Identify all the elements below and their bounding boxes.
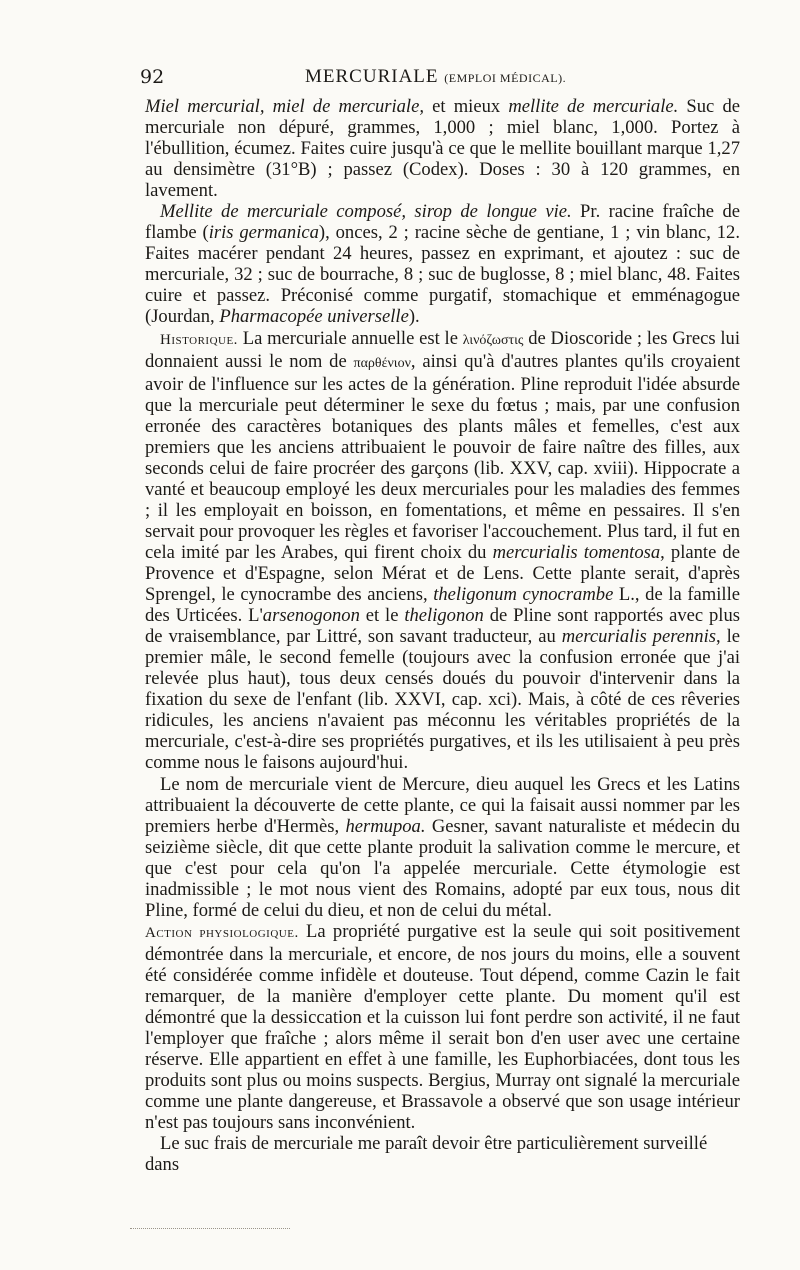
page-header bbox=[140, 62, 730, 92]
running-head-main: MERCURIALE bbox=[305, 66, 439, 87]
term-latin: mercurialis tomentosa bbox=[492, 541, 661, 563]
running-head-sub: (EMPLOI MÉDICAL). bbox=[444, 71, 567, 85]
term-latin: mercurialis perennis bbox=[561, 626, 717, 648]
paragraph-suc-frais bbox=[145, 1133, 740, 1175]
text-span: ). bbox=[408, 306, 420, 328]
text-span: Gesner, savant naturaliste et médecin du seizième siècle, dit que cette plante produit la salivation comme le mercure, et que c'est pour cela qu'on l'a appelée mercuriale. Cette étymologie est inadmissible ; le mot nous vient des Romains, adopté par eux tous, nous dit Pline, formé de celui du dieu, et non de celui du métal. bbox=[145, 815, 740, 921]
page-number: 92 bbox=[140, 66, 165, 88]
body-text bbox=[145, 96, 740, 1175]
text-span: de Pline sont rapportés avec plus de vraisemblance, par Littré, son savant traducteur, au bbox=[145, 605, 740, 648]
term-latin: theligonum cynocrambe bbox=[433, 584, 614, 606]
text-span: de Dioscoride ; les Grecs lui donnaient aussi le nom de bbox=[145, 327, 740, 372]
term-mellite: mellite de mercuriale. bbox=[508, 96, 679, 117]
text-span: Suc de mercuriale non dépuré, grammes, 1,000 ; miel blanc, 1,000. Portez à l'ébullition, écumez. Faites cuire jusqu'à ce que le mellite bouillant marque 1,27 au densimètre (31°B) ; passez (Codex). Doses : 30 à 120 grammes, en lavement. bbox=[145, 96, 740, 202]
section-heading-historique: Historique. bbox=[160, 331, 238, 348]
text-span: L., de la famille des Urticées. L' bbox=[145, 584, 740, 627]
text-span: Le nom de mercuriale vient de Mercure, dieu auquel les Grecs et les Latins attribuaient la découverte de cette plante, ce qui la faisait aussi nommer par les premiers herbe d'Hermès, bbox=[145, 773, 740, 837]
footer-rule bbox=[130, 1228, 290, 1229]
text-span: ), onces, 2 ; racine sèche de gentiane, 1 ; vin blanc, 12. Faites macérer pendant 24 heures, passez en exprimant, et ajoutez : suc de mercuriale, 32 ; suc de bourrache, 8 ; suc de buglosse, 8 ; miel blanc, 48. Faites cuire et passez. Préconisé comme purgatif, stomachique et emménagogue (Jourdan, bbox=[145, 222, 740, 328]
text-span: Pr. racine fraîche de flambe ( bbox=[145, 201, 740, 244]
term-iris: iris germanica bbox=[208, 222, 319, 244]
text-span: , plante de Provence et d'Espagne, selon Mérat et de Lens. Cette plante serait, d'après Sprengel, le cynocrambe des anciens, bbox=[145, 541, 740, 606]
greek-term: παρθένιον bbox=[353, 355, 411, 371]
text-span: et le bbox=[359, 605, 405, 627]
paragraph-mellite bbox=[145, 96, 740, 201]
paragraph-historique bbox=[145, 328, 740, 774]
text-span: , ainsi qu'à d'autres plantes qu'ils croyaient avoir de l'influence sur les actes de la génération. Pline reproduit l'idée absurde que la mercuriale peut déterminer le sexe du fœtus ; mais, par une confusion erronée des caractères botaniques des plants mâles et femelles, c'est aux premiers que les anciens attribuaient le pouvoir de faire naître des filles, aux seconds celui de faire procréer des garçons (lib. XXV, cap. xviii). Hippocrate a vanté et beaucoup employé les deux mercuriales pour les maladies des femmes ; il les employait en boisson, en fomentations, et même en pessaires. Il s'en servait pour provoquer les règles et favoriser l'accouchement. Plus tard, il fut en cela imité par les Arabes, qui firent choix du bbox=[145, 350, 741, 563]
paragraph-etymologie bbox=[145, 774, 740, 921]
paragraph-mellite-compose bbox=[145, 201, 740, 327]
text-span: et mieux bbox=[424, 96, 509, 117]
term-mellite-compose: Mellite de mercuriale composé, sirop de longue vie. bbox=[160, 201, 572, 223]
text-span: Le suc frais de mercuriale me paraît devoir être particulièrement surveillé dans bbox=[145, 1133, 708, 1176]
running-head bbox=[305, 66, 566, 88]
section-heading-action: Action physiologique. bbox=[145, 924, 299, 941]
term-latin: theligonon bbox=[404, 605, 484, 627]
term-miel-mercurial: Miel mercurial, miel de mercuriale, bbox=[145, 96, 425, 117]
term-pharmacopee: Pharmacopée universelle bbox=[219, 306, 409, 328]
text-span: La mercuriale annuelle est le bbox=[237, 327, 463, 349]
greek-term: λινόζωστις bbox=[462, 332, 524, 348]
text-span: La propriété purgative est la seule qui soit positivement démontrée dans la mercuriale, et encore, de nos jours du moins, elle a souvent été considérée comme infidèle et douteuse. Tout dépend, comme Cazin le fait remarquer, de la manière d'employer cette plante. Du moment qu'il est démontré que la dessiccation et la cuisson lui font perdre son activité, il ne faut l'employer que fraîche ; alors même il serait bon d'en user avec une certaine réserve. Elle appartient en effet à une famille, les Euphorbiacées, dont tous les produits sont plus ou moins suspects. Bergius, Murray ont signalé la mercuriale comme une plante dangereuse, et Brassavole a observé que son usage intérieur n'est pas toujours sans inconvénient. bbox=[145, 920, 740, 1134]
text-span: , le premier mâle, le second femelle (toujours avec la confusion erronée que j'ai relevée plus haut), tous deux censés doués du pouvoir d'intervenir dans la fixation du sexe de l'enfant (lib. XXVI, cap. xci). Mais, à côté de ces rêveries ridicules, les anciens n'avaient pas méconnu les véritables propriétés de la mercuriale, c'est-à-dire ses propriétés purgatives, et ils les utilisaient à peu près comme nous le faisons aujourd'hui. bbox=[145, 626, 740, 774]
term-latin: arsenogonon bbox=[262, 605, 360, 627]
paragraph-action-physiologique bbox=[145, 921, 740, 1133]
term-hermupoa: hermupoa. bbox=[345, 815, 426, 837]
